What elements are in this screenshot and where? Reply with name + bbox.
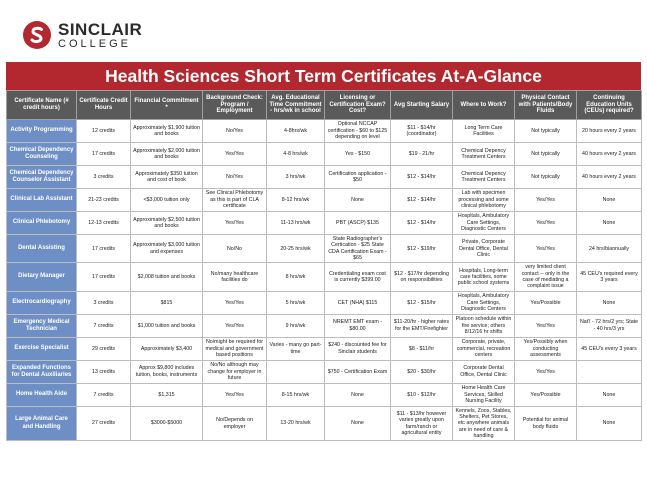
table-cell: Varies - many go part-time: [267, 337, 325, 360]
table-cell: 17 credits: [77, 235, 131, 263]
table-cell: Yes/Yes: [515, 235, 577, 263]
table-cell: 3 credits: [77, 291, 131, 314]
table-cell: $19 - 21/hr: [391, 143, 453, 166]
table-cell: Approx $9,800 includes tuition, books, instruments: [131, 360, 203, 383]
table-cell: Yes/Yes: [203, 291, 267, 314]
table-cell: Yes/Yes: [515, 189, 577, 212]
table-cell: 9 hrs/wk: [267, 314, 325, 337]
table-cell: 8 hrs/wk: [267, 263, 325, 291]
table-cell: Yes/Possibly when conducting assessments: [515, 337, 577, 360]
table-cell: Yes - $150: [325, 143, 391, 166]
table-cell: $1,315: [131, 383, 203, 406]
table-cell: None: [325, 406, 391, 441]
table-cell: NREMT EMT exam - $80.00: [325, 314, 391, 337]
table-cell: 40 hours every 2 years: [577, 166, 642, 189]
table-cell: $11 - $14/hr (coordinator): [391, 120, 453, 143]
column-header: Avg. Educational Time Commitment - hrs/wk in school: [267, 91, 325, 120]
certificate-name-cell: Home Health Aide: [7, 383, 77, 406]
table-cell: Kennels, Zoos, Stables, Shelters, Pet Stores, etc anywhere animals are in need of care & handling: [453, 406, 515, 441]
table-cell: 17 credits: [77, 143, 131, 166]
table-cell: Nat'l - 72 hrs/2 yrs; State - 40 hrs/3 yrs: [577, 314, 642, 337]
certificate-name-cell: Activity Programming: [7, 120, 77, 143]
table-row: [7, 360, 642, 383]
table-cell: $10 - $12/hr: [391, 383, 453, 406]
table-cell: None: [577, 406, 642, 441]
table-row: [7, 291, 642, 314]
table-cell: Chemical Depency Treatment Centers: [453, 143, 515, 166]
table-row: [7, 406, 642, 441]
certificate-name-cell: Dental Assisting: [7, 235, 77, 263]
table-cell: Not typically: [515, 143, 577, 166]
table-cell: None: [577, 212, 642, 235]
table-cell: $12 - $15/hr: [391, 291, 453, 314]
certificate-name-cell: Chemical Dependency Counseling: [7, 143, 77, 166]
table-row: [7, 120, 642, 143]
table-cell: Hospitals, Long-term care facilities, some public school systems: [453, 263, 515, 291]
table-cell: 45 CEU's required every 3 years: [577, 263, 642, 291]
table-cell: $815: [131, 291, 203, 314]
table-cell: Platoon schedule within fire service; others 8/12/16 hr shifts: [453, 314, 515, 337]
table-cell: 8-12 hrs/wk: [267, 189, 325, 212]
certificate-name-cell: Large Animal Care and Handling: [7, 406, 77, 441]
table-cell: Hospitals, Ambulatory Care Settings, Diagnostic Centers: [453, 212, 515, 235]
column-header: Where to Work?: [453, 91, 515, 120]
table-cell: Yes/Yes: [203, 212, 267, 235]
table-cell: CET (NHA) $115: [325, 291, 391, 314]
column-header: Financial Commitment *: [131, 91, 203, 120]
certificate-name-cell: Dietary Manager: [7, 263, 77, 291]
table-cell: $240 - discounted fee for Sinclair students: [325, 337, 391, 360]
table-cell: <$3,000 tuition only: [131, 189, 203, 212]
table-cell: $2,008 tuition and books: [131, 263, 203, 291]
table-cell: Approximately $3,000 tuition and expenses: [131, 235, 203, 263]
brand-sub: COLLEGE: [58, 37, 131, 50]
table-cell: $12 - $14/hr: [391, 212, 453, 235]
table-cell: Home Health Care Services, Skilled Nursing Facility: [453, 383, 515, 406]
table-cell: 24 hrs/biannually: [577, 235, 642, 263]
table-cell: $12 - $19/hr: [391, 235, 453, 263]
table-cell: 3 credits: [77, 166, 131, 189]
column-header: Licensing or Certification Exam? Cost?: [325, 91, 391, 120]
table-cell: 8-15 hrs/wk: [267, 383, 325, 406]
table-cell: very limited client contact -- only in the case of mediating a complaint issue: [515, 263, 577, 291]
table-cell: State Radiographer's Certication - $25 State CDA Certification Exam - $65: [325, 235, 391, 263]
table-header-row: [7, 91, 642, 120]
column-header: Background Check: Program / Employment: [203, 91, 267, 120]
table-cell: Potential for animal body fluids: [515, 406, 577, 441]
table-cell: Long Term Care Facilities: [453, 120, 515, 143]
table-cell: Credentialing exam cost is currently $399.00: [325, 263, 391, 291]
table-cell: 11-13 hrs/wk: [267, 212, 325, 235]
certificate-name-cell: Electrocardiography: [7, 291, 77, 314]
table-row: [7, 212, 642, 235]
table-cell: 7 credits: [77, 383, 131, 406]
table-cell: None: [325, 189, 391, 212]
table-cell: $12 - $14/hr: [391, 166, 453, 189]
table-cell: No/many healthcare facilities do: [203, 263, 267, 291]
table-cell: No/might be required for medical and government based positions: [203, 337, 267, 360]
table-body: [7, 120, 642, 441]
certificate-name-cell: Expanded Functions for Dental Auxiliaries: [7, 360, 77, 383]
certificate-name-cell: Emergency Medical Technician: [7, 314, 77, 337]
table-cell: 12 credits: [77, 120, 131, 143]
table-cell: $11-20/hr - higher rates for the EMT/Firefighter: [391, 314, 453, 337]
table-cell: $12 - $14/hr: [391, 189, 453, 212]
table-cell: 3 hrs/wk: [267, 166, 325, 189]
brand-name: SINCLAIR: [58, 19, 143, 39]
table-cell: 13-20 hrs/wk: [267, 406, 325, 441]
table-cell: Yes/Yes: [515, 314, 577, 337]
table-cell: Yes/Possible: [515, 291, 577, 314]
table-cell: No/Depends on employer: [203, 406, 267, 441]
table-cell: No/Yes: [203, 120, 267, 143]
table-cell: Corporate Dental Office, Dental Clinic: [453, 360, 515, 383]
table-cell: None: [325, 383, 391, 406]
table-cell: 40 hours every 2 years: [577, 143, 642, 166]
table-cell: 29 credits: [77, 337, 131, 360]
table-cell: Private, Corporate Dental Office, Dental Clinic: [453, 235, 515, 263]
table-cell: 17 credits: [77, 263, 131, 291]
table-row: [7, 235, 642, 263]
table-cell: Certification application - $50: [325, 166, 391, 189]
table-cell: $20 - $30/hr: [391, 360, 453, 383]
table-cell: $3000-$5000: [131, 406, 203, 441]
table-row: [7, 189, 642, 212]
column-header: Certificate Credit Hours: [77, 91, 131, 120]
table-cell: Yes/Yes: [203, 314, 267, 337]
table-cell: Yes/Possible: [515, 383, 577, 406]
certificate-name-cell: Exercise Specialist: [7, 337, 77, 360]
certificate-name-cell: Chemical Dependency Counselor Assistant: [7, 166, 77, 189]
certificates-table: [6, 90, 642, 441]
table-cell: Approximately $2,000 tuition and books: [131, 143, 203, 166]
table-cell: None: [577, 383, 642, 406]
column-header: Avg Starting Salary: [391, 91, 453, 120]
table-row: [7, 383, 642, 406]
table-row: [7, 337, 642, 360]
table-cell: 4-8hrs/wk: [267, 120, 325, 143]
table-cell: 20-25 hrs/wk: [267, 235, 325, 263]
table-cell: No/No although may change for employer in future: [203, 360, 267, 383]
table-cell: 12-13 credits: [77, 212, 131, 235]
table-cell: No/No: [203, 235, 267, 263]
column-header: Physical Contact with Patients/Body Fluids: [515, 91, 577, 120]
table-cell: Hospitals, Ambulatory Care Settings, Diagnostic Centers: [453, 291, 515, 314]
table-row: [7, 314, 642, 337]
table-cell: Lab with specimen processing and some clinical phlebotomy: [453, 189, 515, 212]
table-cell: Approximately $2,500 tuition and books: [131, 212, 203, 235]
table-cell: Not typically: [515, 120, 577, 143]
table-cell: Yes/Yes: [515, 212, 577, 235]
certificate-name-cell: Clinical Phlebotomy: [7, 212, 77, 235]
sinclair-logo: [22, 20, 142, 50]
table-cell: $12 - $17/hr depending on responsibilities: [391, 263, 453, 291]
table-cell: 7 credits: [77, 314, 131, 337]
table-cell: Yes/Yes: [203, 143, 267, 166]
column-header: Certificate Name (# credit hours): [7, 91, 77, 120]
table-cell: $1,000 tuition and books: [131, 314, 203, 337]
table-cell: None: [577, 189, 642, 212]
table-cell: Optional NCCAP certification - $60 to $125 depending on level: [325, 120, 391, 143]
certificate-name-cell: Clinical Lab Assistant: [7, 189, 77, 212]
table-row: [7, 166, 642, 189]
table-row: [7, 263, 642, 291]
table-cell: 27 credits: [77, 406, 131, 441]
table-cell: $750 - Certification Exam: [325, 360, 391, 383]
table-cell: No/Yes: [203, 166, 267, 189]
table-cell: 45 CEU's every 3 years: [577, 337, 642, 360]
table-cell: None: [577, 291, 642, 314]
table-cell: 13 credits: [77, 360, 131, 383]
table-row: [7, 143, 642, 166]
column-header: Continuing Education Units (CEUs) required?: [577, 91, 642, 120]
table-cell: 4-8 hrs/wk: [267, 143, 325, 166]
page-title: Health Sciences Short Term Certificates At-A-Glance: [6, 62, 641, 90]
table-cell: Yes/Yes: [203, 383, 267, 406]
table-cell: Corporate, private, commercial, recreation centers: [453, 337, 515, 360]
table-cell: 20 hours every 2 years: [577, 120, 642, 143]
table-cell: Yes/Yes: [515, 360, 577, 383]
table-cell: Chemical Depency Treatment Centers: [453, 166, 515, 189]
table-cell: Approximately $350 tuition and cost of book: [131, 166, 203, 189]
table-cell: See Clinical Phlebotomy as this is part of CLA certificate: [203, 189, 267, 212]
table-cell: Not typically: [515, 166, 577, 189]
header: [0, 0, 647, 62]
table-cell: 21-23 credits: [77, 189, 131, 212]
table-cell: 5 hrs/wk: [267, 291, 325, 314]
table-cell: PBT (ASCP) $135: [325, 212, 391, 235]
table-cell: Approximately $3,400: [131, 337, 203, 360]
table-cell: [577, 360, 642, 383]
sinclair-s-icon: [22, 20, 52, 50]
table-cell: Approximately $1,900 tuition and books: [131, 120, 203, 143]
table-cell: $11 - $13/hr however varies greatly upon farm/ranch or agricultural entity: [391, 406, 453, 441]
table-cell: $8 - $11/hr: [391, 337, 453, 360]
table-cell: [267, 360, 325, 383]
